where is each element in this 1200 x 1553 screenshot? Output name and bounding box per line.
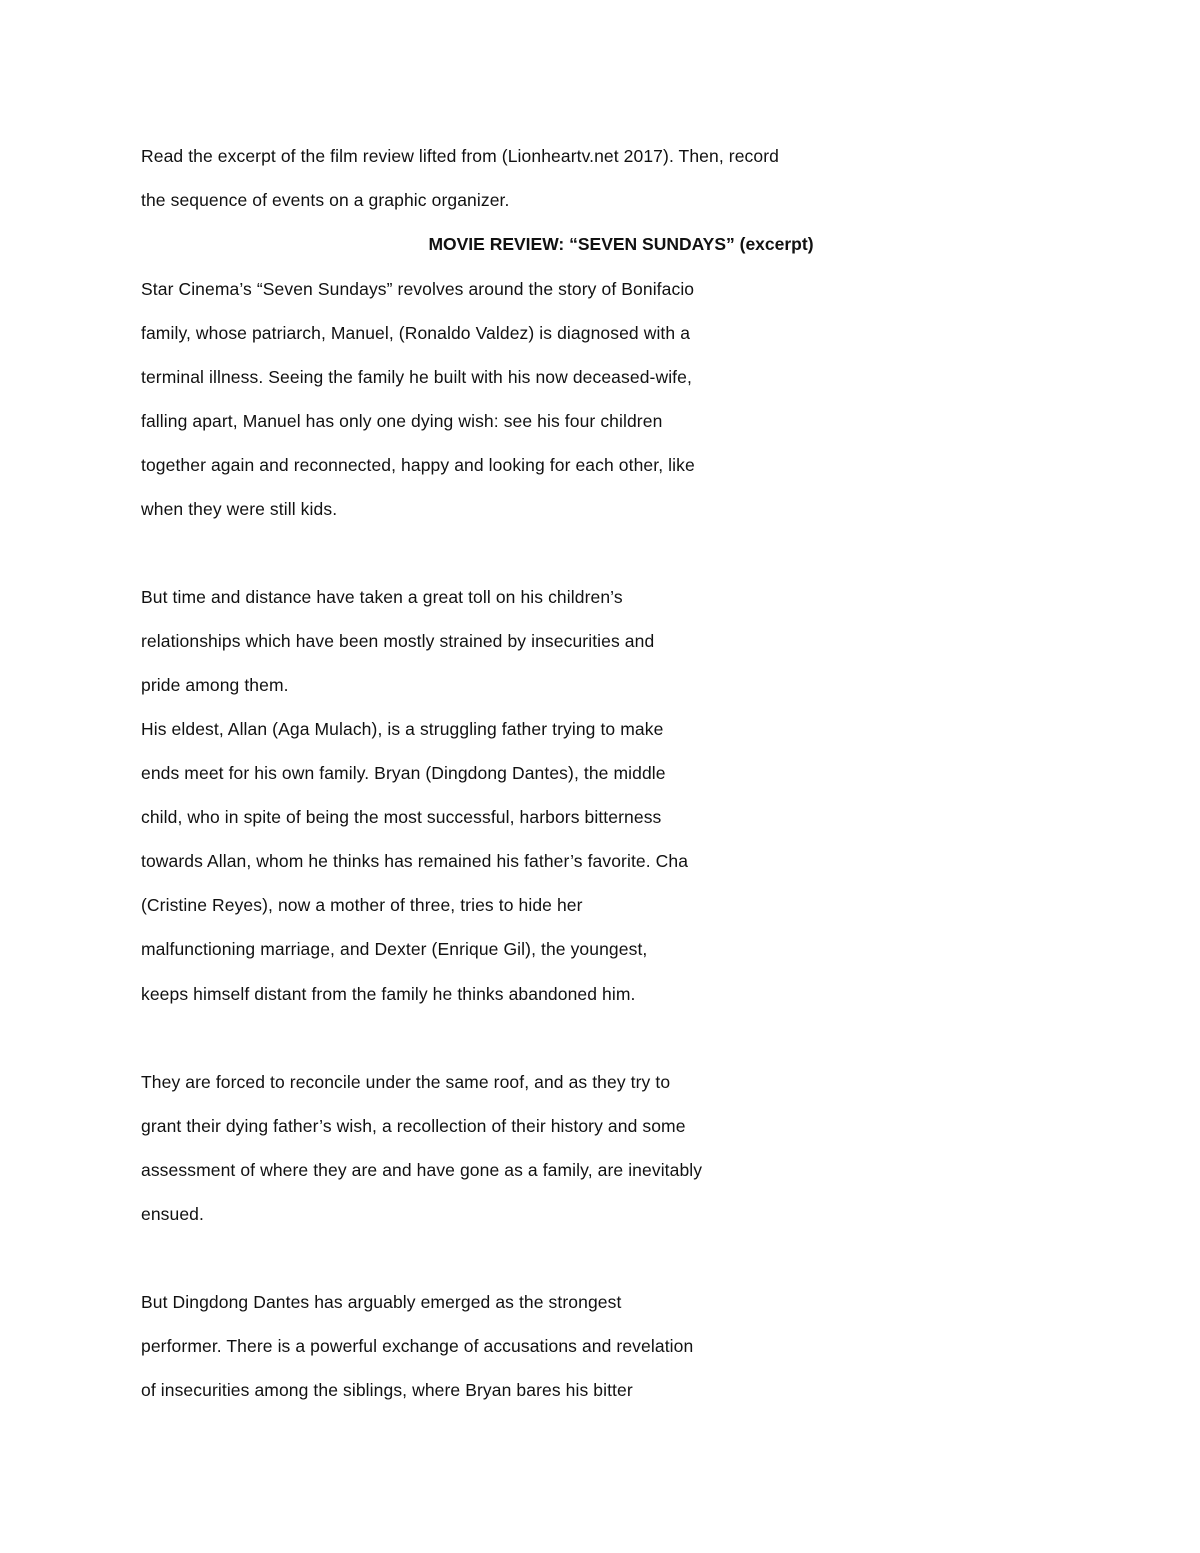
paragraph-line: child, who in spite of being the most successful, harbors bitterness — [141, 807, 662, 827]
paragraph-line: falling apart, Manuel has only one dying wish: see his four children — [141, 411, 663, 431]
instruction-line: the sequence of events on a graphic organizer. — [141, 190, 510, 210]
paragraph-line: But time and distance have taken a great toll on his children’s — [141, 587, 623, 607]
paragraph-line: assessment of where they are and have gone as a family, are inevitably — [141, 1160, 703, 1180]
paragraph-line: ends meet for his own family. Bryan (Dingdong Dantes), the middle — [141, 763, 666, 783]
paragraph-line: terminal illness. Seeing the family he built with his now deceased-wife, — [141, 367, 692, 387]
paragraph-line: Star Cinema’s “Seven Sundays” revolves around the story of Bonifacio — [141, 279, 695, 299]
paragraph-line: relationships which have been mostly strained by insecurities and — [141, 631, 655, 651]
instruction-line: Read the excerpt of the film review lifted from (Lionheartv.net 2017). Then, record — [141, 146, 779, 166]
paragraph-line: keeps himself distant from the family he thinks abandoned him. — [141, 984, 636, 1004]
paragraph-line: grant their dying father’s wish, a recollection of their history and some — [141, 1116, 686, 1136]
paragraph-line: (Cristine Reyes), now a mother of three, tries to hide her — [141, 895, 583, 915]
paragraph-line: But Dingdong Dantes has arguably emerged as the strongest — [141, 1292, 622, 1312]
paragraph-line: together again and reconnected, happy and looking for each other, like — [141, 455, 695, 475]
paragraph-line: ensued. — [141, 1204, 204, 1224]
paragraph-line: performer. There is a powerful exchange of accusations and revelation — [141, 1336, 694, 1356]
paragraph-line: pride among them. — [141, 675, 289, 695]
paragraph-line: malfunctioning marriage, and Dexter (Enrique Gil), the youngest, — [141, 939, 648, 959]
review-title: MOVIE REVIEW: “SEVEN SUNDAYS” (excerpt) — [428, 234, 814, 254]
paragraph-line: His eldest, Allan (Aga Mulach), is a struggling father trying to make — [141, 719, 664, 739]
paragraph-line: when they were still kids. — [141, 499, 338, 519]
paragraph-line: family, whose patriarch, Manuel, (Ronaldo Valdez) is diagnosed with a — [141, 323, 691, 343]
paragraph-line: of insecurities among the siblings, where Bryan bares his bitter — [141, 1380, 633, 1400]
paragraph-line: They are forced to reconcile under the same roof, and as they try to — [141, 1072, 671, 1092]
paragraph-line: towards Allan, whom he thinks has remained his father’s favorite. Cha — [141, 851, 689, 871]
